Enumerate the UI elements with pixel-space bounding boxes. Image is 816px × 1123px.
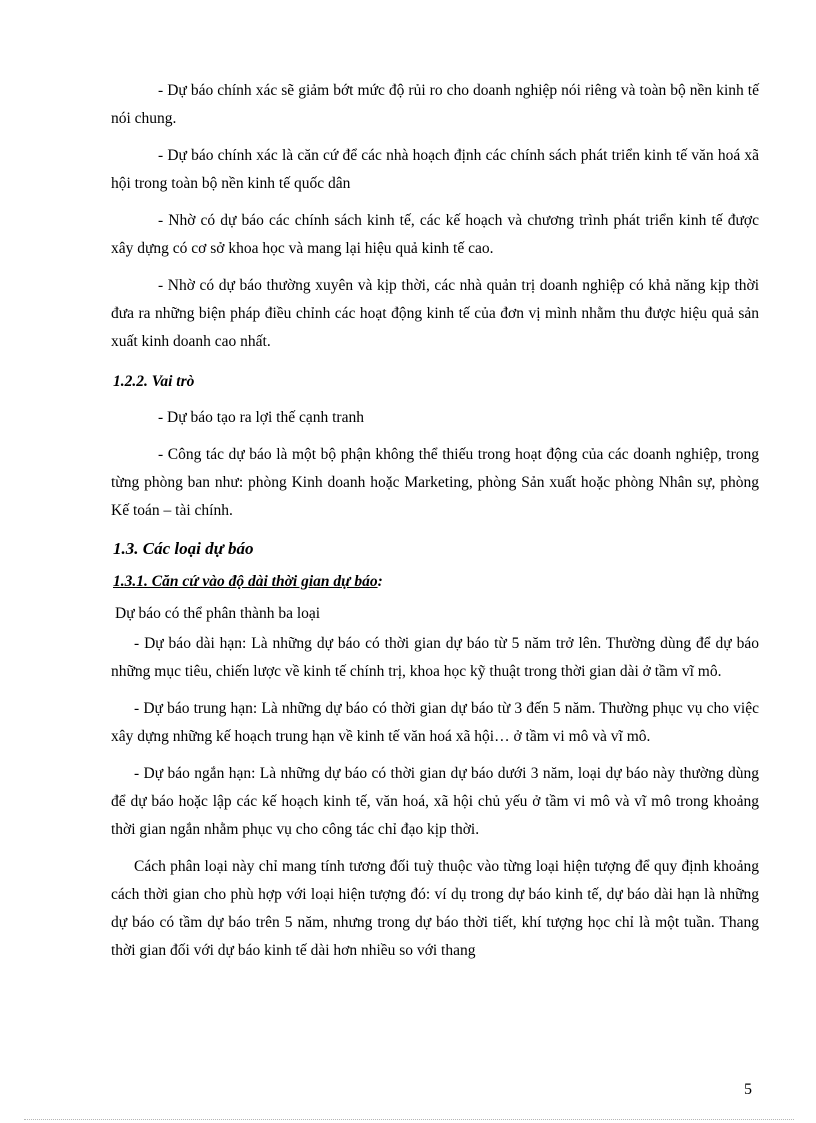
paragraph-departments: - Công tác dự báo là một bộ phận không thể thiếu trong hoạt động của các doanh nghiệp, trong từng phòng ban như: phòng Kinh doanh hoặc Marketing, phòng Sản xuất hoặc phòng Nhân sự, phòng Kế toán – tài chính. bbox=[111, 446, 759, 519]
page-number: 5 bbox=[744, 1081, 752, 1098]
paragraph-three-types: Dự báo có thể phân thành ba loại bbox=[115, 605, 321, 622]
page-content bbox=[111, 77, 759, 974]
paragraph-relative-classification: Cách phân loại này chỉ mang tính tương đối tuỳ thuộc vào từng loại hiện tượng để quy định khoảng cách thời gian cho phù hợp với loại hiện tượng đó: ví dụ trong dự báo kinh tế, dự báo dài hạn là những dự báo có tầm dự báo trên 5 năm, nhưng trong dự báo thời tiết, khí tượng học chỉ là một tuần. Thang thời gian đối với dự báo kinh tế dài hơn nhiều so với thang bbox=[111, 858, 759, 959]
paragraph-timely-adjustment: - Nhờ có dự báo thường xuyên và kịp thời, các nhà quản trị doanh nghiệp có khả năng kịp thời đưa ra những biện pháp điều chỉnh các hoạt động kinh tế của đơn vị mình nhằm thu được hiệu quả sản xuất kinh doanh cao nhất. bbox=[111, 277, 759, 350]
paragraph-competitive-advantage: - Dự báo tạo ra lợi thế cạnh tranh bbox=[158, 409, 364, 426]
paragraph-short-term: - Dự báo ngắn hạn: Là những dự báo có thời gian dự báo dưới 3 năm, loại dự báo này thường dùng để dự báo hoặc lập các kế hoạch kinh tế, văn hoá, xã hội chủ yếu ở tầm vi mô và vĩ mô trong khoảng thời gian ngắn nhằm phục vụ cho công tác chỉ đạo kịp thời. bbox=[111, 765, 759, 838]
paragraph-scientific-basis: - Nhờ có dự báo các chính sách kinh tế, các kế hoạch và chương trình phát triển kinh tế được xây dựng có cơ sở khoa học và mang lại hiệu quả kinh tế cao. bbox=[111, 212, 759, 257]
paragraph-risk-reduction: - Dự báo chính xác sẽ giảm bớt mức độ rủi ro cho doanh nghiệp nói riêng và toàn bộ nền kinh tế nói chung. bbox=[111, 82, 759, 127]
heading-1-3: 1.3. Các loại dự báo bbox=[113, 539, 254, 558]
paragraph-long-term: - Dự báo dài hạn: Là những dự báo có thời gian dự báo từ 5 năm trở lên. Thường dùng để dự báo những mục tiêu, chiến lược về kinh tế chính trị, khoa học kỹ thuật trong thời gian dài ở tầm vĩ mô. bbox=[111, 635, 759, 680]
footer-divider bbox=[24, 1119, 794, 1120]
heading-1-3-1-text: 1.3.1. Căn cứ vào độ dài thời gian dự báo bbox=[113, 573, 378, 590]
paragraph-policy-basis: - Dự báo chính xác là căn cứ để các nhà hoạch định các chính sách phát triển kinh tế văn hoá xã hội trong toàn bộ nền kinh tế quốc dân bbox=[111, 147, 759, 192]
heading-1-3-1 bbox=[113, 568, 759, 596]
heading-1-3-1-colon: : bbox=[377, 573, 383, 590]
heading-1-2-2: 1.2.2. Vai trò bbox=[113, 373, 195, 390]
paragraph-medium-term: - Dự báo trung hạn: Là những dự báo có thời gian dự báo từ 3 đến 5 năm. Thường phục vụ cho việc xây dựng những kế hoạch trung hạn về kinh tế văn hoá xã hội… ở tầm vi mô và vĩ mô. bbox=[111, 700, 759, 745]
